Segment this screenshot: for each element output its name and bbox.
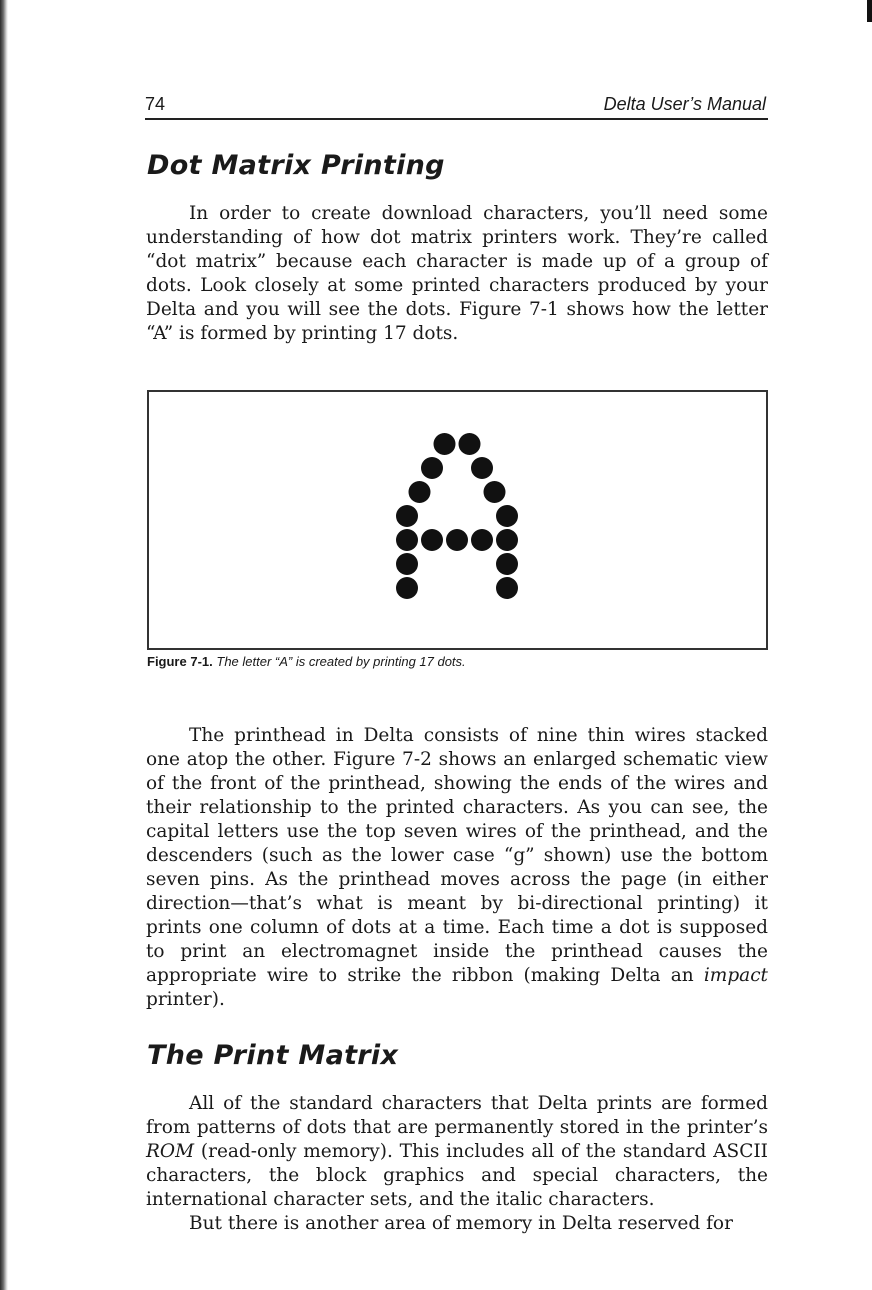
figure-caption — [147, 654, 466, 669]
matrix-dot — [459, 433, 481, 455]
figure-7-1 — [147, 390, 768, 650]
impact-emphasis: impact — [703, 965, 768, 986]
print-matrix-paragraph — [146, 1092, 768, 1236]
section-heading-print-matrix: The Print Matrix — [147, 1040, 399, 1071]
matrix-dot — [421, 529, 443, 551]
matrix-dot — [421, 457, 443, 479]
rom-emphasis: ROM — [146, 1141, 195, 1162]
scan-edge-shadow — [0, 0, 8, 1290]
printhead-text-end: printer). — [146, 989, 225, 1010]
matrix-dot — [396, 577, 418, 599]
print-matrix-text: All of the standard characters that Delta prints are formed from patterns of dots that are permanently stored in the printer’s — [146, 1093, 768, 1138]
matrix-dot — [396, 553, 418, 575]
page-number: 74 — [145, 94, 166, 114]
matrix-dot — [496, 529, 518, 551]
figure-label: Figure 7-1. — [147, 654, 213, 669]
scan-corner-mark — [867, 0, 872, 22]
matrix-dot — [496, 553, 518, 575]
dot-matrix-letter-a — [149, 392, 766, 648]
matrix-dot — [409, 481, 431, 503]
matrix-dot — [396, 529, 418, 551]
book-title: Delta User’s Manual — [603, 94, 766, 114]
running-header — [145, 92, 768, 120]
matrix-dot — [471, 529, 493, 551]
memory-paragraph-start: But there is another area of memory in Delta reserved for — [189, 1213, 733, 1234]
section-heading-dot-matrix: Dot Matrix Printing — [147, 150, 445, 181]
matrix-dot — [434, 433, 456, 455]
matrix-dot — [396, 505, 418, 527]
printhead-paragraph — [146, 724, 768, 1012]
intro-paragraph: In order to create download characters, you’ll need some understanding of how dot matrix printers work. They’re called “dot matrix” because each character is made up of a group of dots. Look closely at some printed characters produced by your Delta and you will see the dots. Figure 7-1 shows how the letter “A” is formed by printing 17 dots. — [146, 203, 768, 344]
printhead-text: The printhead in Delta consists of nine thin wires stacked one atop the other. Figure 7-2 shows an enlarged schematic view of the front of the printhead, showing the ends of the wires and their relationship to the printed characters. As you can see, the capital letters use the top seven wires of the printhead, and the descenders (such as the lower case “g” shown) use the bottom seven pins. As the printhead moves across the page (in either direction—that’s what is meant by bi-directional printing) it prints one column of dots at a time. Each time a dot is supposed to print an electromagnet inside the printhead causes the appropriate wire to strike the ribbon (making Delta an — [146, 725, 768, 986]
matrix-dot — [484, 481, 506, 503]
matrix-dot — [471, 457, 493, 479]
matrix-dot — [496, 577, 518, 599]
print-matrix-text-end: (read-only memory). This includes all of the standard ASCII characters, the block graphics and special characters, the international character sets, and the italic characters. — [146, 1141, 768, 1210]
matrix-dot — [446, 529, 468, 551]
figure-caption-text: The letter “A” is created by printing 17 dots. — [216, 654, 466, 669]
matrix-dot — [496, 505, 518, 527]
